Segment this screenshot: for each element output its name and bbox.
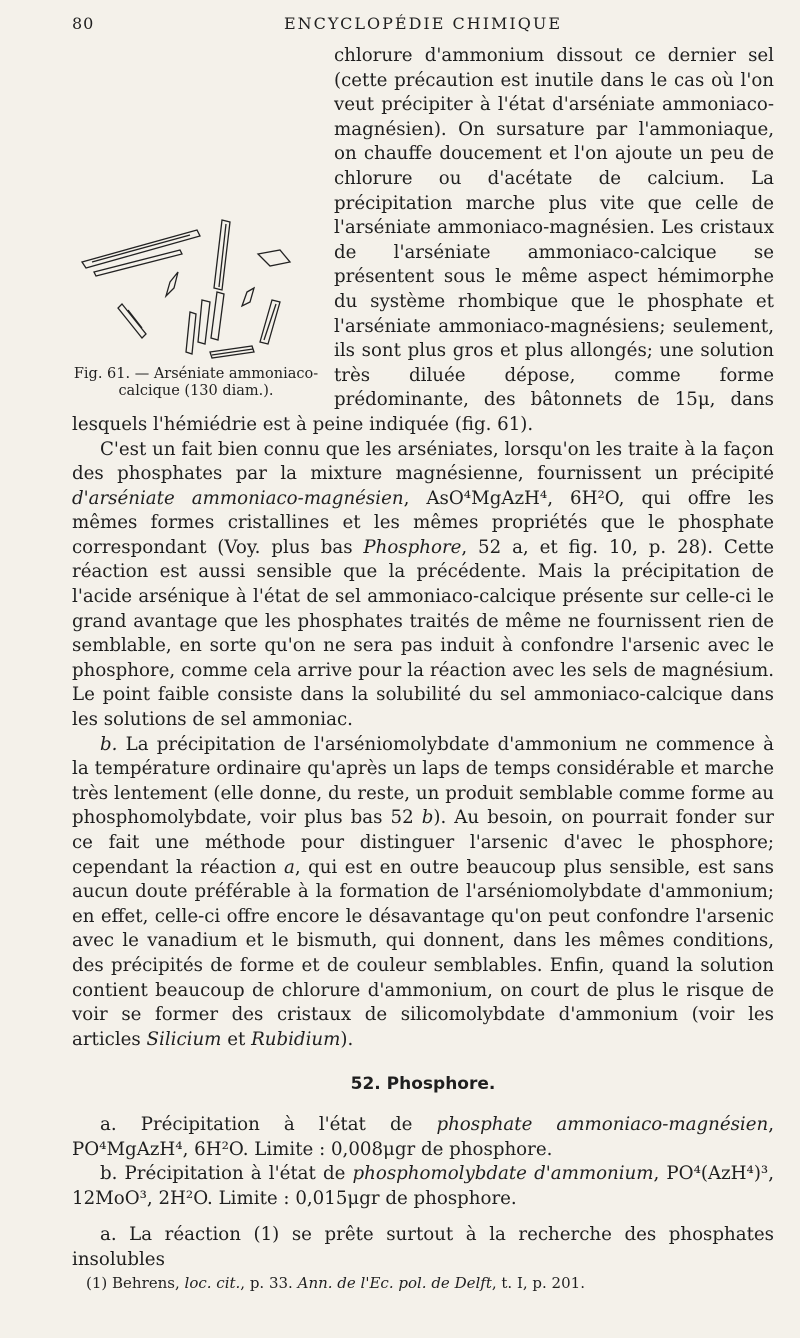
- text: , PO⁴MgAzH⁴, 6H²O. Limite : 0,008μgr de phosphore.: [72, 1113, 775, 1160]
- italic-term: phosphate ammoniaco-magnésien: [436, 1113, 769, 1135]
- text: La précipitation de l'arséniomolybdate d'ammonium ne commence à la température ordinaire qu'après un laps de temps considérable et marche très lentement (elle donne, du reste, un produit semblable comme forme au phosphomolybdate, voir plus bas 52: [72, 733, 774, 829]
- text: C'est un fait bien connu que les arséniates, lorsqu'on les traite à la façon des phosphates par la mixture magnésienne, fournissent un précipité: [72, 438, 774, 485]
- paragraph-3: [72, 733, 774, 1053]
- italic-term: Ann. de l'Ec. pol. de Delft: [297, 1273, 492, 1292]
- italic-term: a: [283, 856, 295, 878]
- text: , t. I, p. 201.: [491, 1273, 585, 1292]
- text: et: [221, 1028, 252, 1050]
- paragraph-2: [72, 438, 774, 733]
- item-b: [72, 1162, 774, 1211]
- italic-term: Silicium: [146, 1028, 222, 1050]
- text: , AsO⁴MgAzH⁴, 6H²O, qui offre les mêmes formes cristallines et les mêmes propriétés que le phosphate correspondant (Voy. plus bas: [72, 487, 774, 558]
- text: , qui est en outre beaucoup plus sensible, est sans aucun doute préférable à la formation de l'arséniomolybdate d'ammonium; en effet, celle-ci offre encore le désavantage qu'on peut confondre l'arsenic avec le vanadium et le bismuth, qui donnent, dans les mêmes conditions, des précipités de forme et de couleur semblables. Enfin, quand la solution contient beaucoup de chlorure d'ammonium, on court de plus le risque de voir se former des cristaux de silicomolybdate d'ammonium (voir les articles: [72, 856, 774, 1050]
- text: a. Précipitation à l'état de: [100, 1113, 437, 1135]
- figure-61: [72, 192, 320, 400]
- italic-term: d'arséniate ammoniaco-magnésien: [72, 487, 404, 509]
- section-title: 52. Phosphore.: [350, 1074, 496, 1095]
- paragraph-1: [72, 44, 774, 438]
- footnote: [72, 1273, 774, 1293]
- page-body: [72, 44, 774, 1293]
- text: b. Précipitation à l'état de: [100, 1163, 353, 1185]
- paragraph-last: a. La réaction (1) se prête surtout à la recherche des phosphates insolubles: [72, 1224, 774, 1270]
- text: , PO⁴(AzH⁴)³, 12MoO³, 2H²O. Limite : 0,015μgr de phosphore.: [72, 1163, 775, 1209]
- item-letter: b.: [100, 733, 118, 755]
- italic-term: loc. cit.: [184, 1273, 241, 1292]
- item-a: [72, 1113, 774, 1162]
- italic-term: phosphomolybdate d'ammonium: [352, 1163, 654, 1185]
- text: , p. 33.: [240, 1273, 298, 1292]
- page-header: [72, 14, 774, 42]
- italic-term: Phosphore: [363, 536, 462, 558]
- text: ). Au besoin, on pourrait fonder sur ce fait une méthode pour distinguer l'arsenic d'avec le phosphore; cependant la réaction: [72, 807, 774, 878]
- crystal-drawing: [72, 192, 320, 362]
- figure-caption: Fig. 61. — Arséniate ammoniaco-calcique (130 diam.).: [73, 366, 319, 399]
- text: , 52 a, et fig. 10, p. 28). Cette réaction est aussi sensible que la précédente. Mais la précipitation de l'acide arsénique à l'état de sel ammoniaco-calcique présente sur celle-ci le grand avantage que les phosphates traités de même ne fournissent rien de semblable, en sorte qu'on ne sera pas induit à confondre l'arsenic avec le phosphore, comme cela arrive pour la réaction avec les sels de magnésium. Le point faible consiste dans la solubilité du sel ammoniaco-calcique dans les solutions de sel ammoniac.: [72, 536, 774, 731]
- text: ).: [340, 1028, 354, 1050]
- page-number: 80: [72, 14, 95, 33]
- paragraph-1-text: chlorure d'ammonium dissout ce dernier sel (cette précaution est inutile dans le cas où l'on veut précipiter à l'état d'arséniate ammoniaco-magnésien). On sursature par l'ammoniaque, on chauffe doucement et l'on ajoute un peu de chlorure ou d'acétate de calcium. La précipitation marche plus vite que celle de l'arséniate ammoniaco-magnésien. Les cristaux de l'arséniate ammoniaco-calcique se présentent sous le même aspect hémimorphe du système rhombique que le phosphate et l'arséniate ammoniaco-magnésiens; seulement, ils sont plus gros et plus allongés; une solution très diluée dépose, comme forme prédominante, des bâtonnets de 15μ, dans lesquels l'hémiédrie est à peine indiquée (fig. 61).: [72, 45, 774, 435]
- italic-term: Rubidium: [251, 1028, 341, 1050]
- text: (1) Behrens,: [86, 1273, 185, 1292]
- italic-term: b: [421, 807, 434, 829]
- running-title: ENCYCLOPÉDIE CHIMIQUE: [283, 14, 563, 33]
